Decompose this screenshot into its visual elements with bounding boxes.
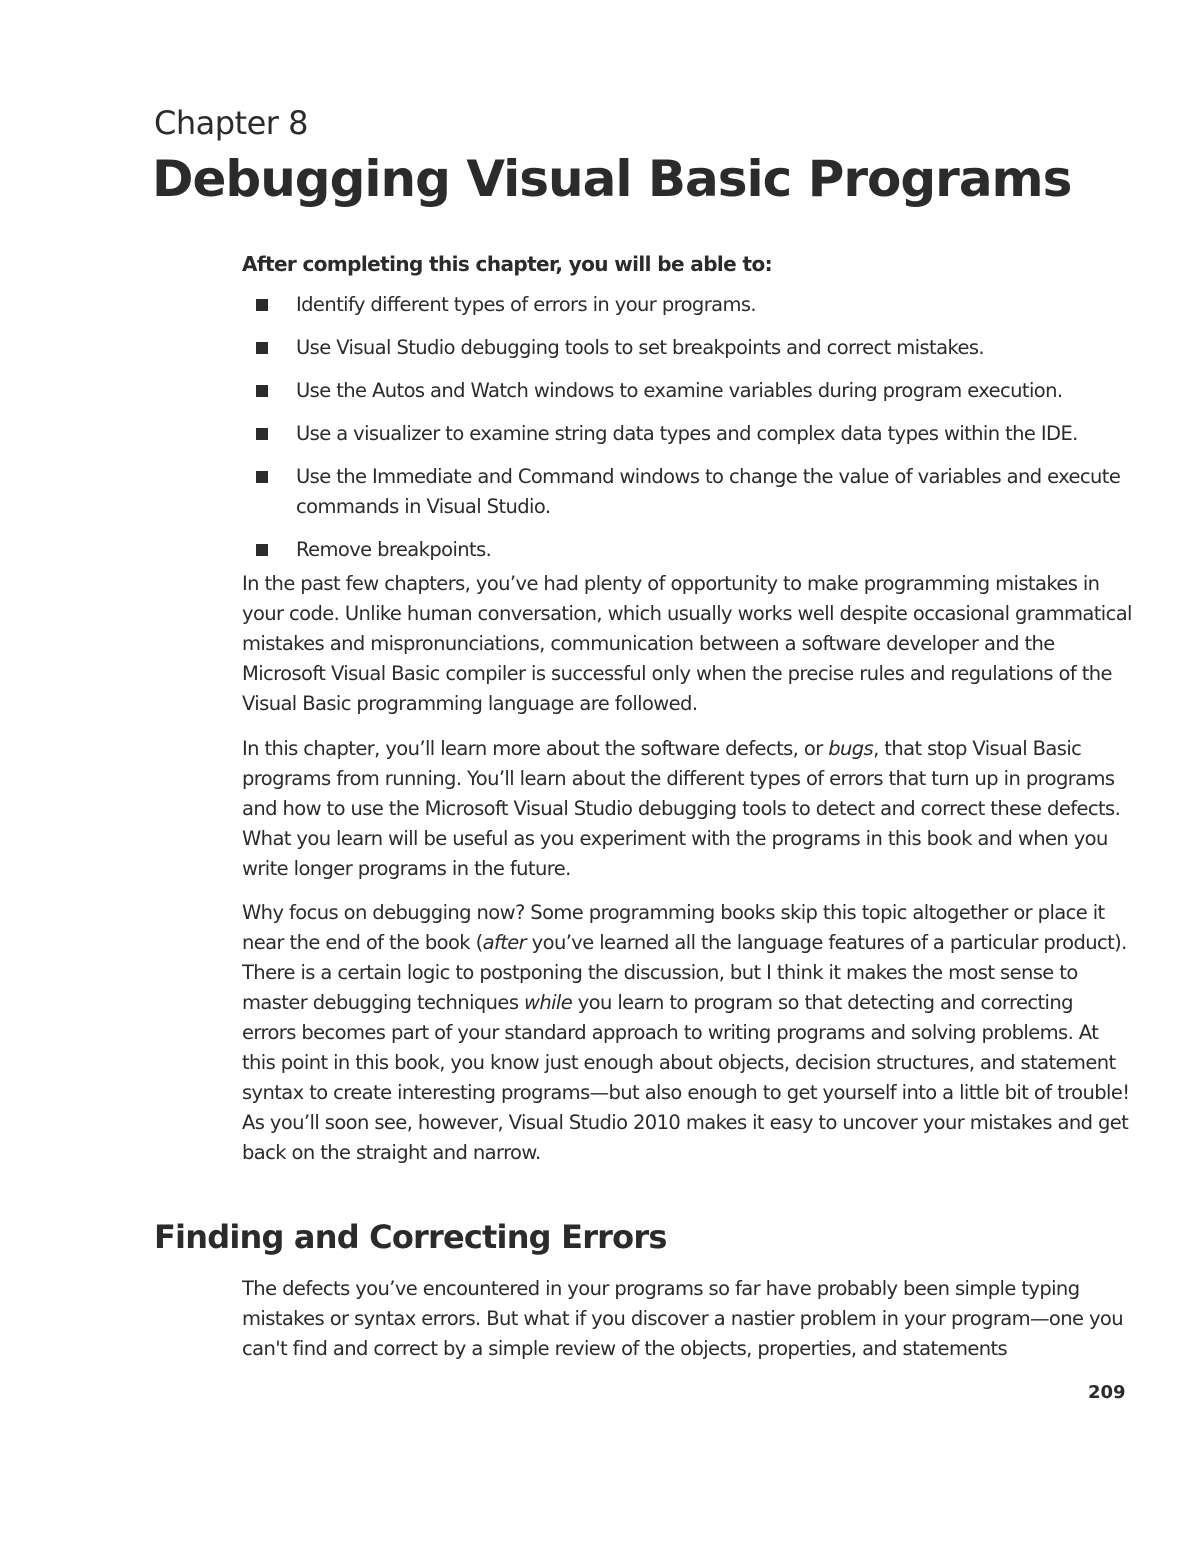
- objective-text: Use the Autos and Watch windows to examine variables during program execution.: [296, 379, 1063, 402]
- intro-paragraph-1: In the past few chapters, you’ve had plenty of opportunity to make programming mistakes in your code. Unlike human conversation, which usually works well despite occasional grammatical mistakes and mispronunciations, communication between a software developer and the Microsoft Visual Basic compiler is successful only when the precise rules and regulations of the Visual Basic programming language are followed.: [242, 572, 1132, 715]
- paragraph-text: you learn to program so that detecting and correcting errors becomes part of your standard approach to writing programs and solving problems. At this point in this book, you know just enough about objects, decision structures, and statement syntax to create interesting programs—but also enough to get yourself into a little bit of trouble! As you’ll soon see, however, Visual Studio 2010 makes it easy to uncover your mistakes and get back on the straight and narrow.: [242, 991, 1130, 1164]
- objective-text: Identify different types of errors in your programs.: [296, 293, 757, 316]
- list-item: [254, 290, 1134, 320]
- objective-text: Use a visualizer to examine string data types and complex data types within the IDE.: [296, 422, 1078, 445]
- list-item: [254, 462, 1134, 522]
- square-bullet-icon: [256, 342, 268, 354]
- objective-text: Use the Immediate and Command windows to change the value of variables and execute commands in Visual Studio.: [296, 465, 1121, 518]
- paragraph-text: Why focus on debugging now? Some programming books skip this topic altogether or place it near the end of the book (: [242, 901, 1105, 954]
- square-bullet-icon: [256, 428, 268, 440]
- square-bullet-icon: [256, 299, 268, 311]
- list-item: [254, 333, 1134, 363]
- paragraph-text: , that stop Visual Basic programs from running. You’ll learn about the different types of errors that turn up in programs and how to use the Microsoft Visual Studio debugging tools to detect and correct these defects. What you learn will be useful as you experiment with the programs in this book and when you write longer programs in the future.: [242, 737, 1121, 880]
- section-paragraph-1: The defects you’ve encountered in your programs so far have probably been simple typing mistakes or syntax errors. But what if you discover a nastier problem in your program—one you can't find and correct by a simple review of the objects, properties, and statements: [242, 1277, 1124, 1360]
- list-item: [254, 376, 1134, 406]
- objectives-intro: After completing this chapter, you will be able to:: [242, 252, 772, 276]
- page-number: 209: [1088, 1382, 1126, 1403]
- intro-paragraph-2: [242, 734, 1132, 884]
- emphasis-text: after: [482, 931, 527, 954]
- objective-text: Remove breakpoints.: [296, 538, 492, 561]
- chapter-label: Chapter 8: [154, 104, 308, 142]
- intro-paragraph-3: [242, 898, 1132, 1168]
- square-bullet-icon: [256, 544, 268, 556]
- objectives-list: [254, 290, 1134, 578]
- paragraph-text: you’ve learned all the language features of a particular product). There is a certain logic to postponing the discussion, but I think it makes the most sense to master debugging techniques: [242, 931, 1127, 1014]
- emphasis-text: bugs: [828, 737, 874, 760]
- section-heading: Finding and Correcting Errors: [154, 1218, 667, 1256]
- square-bullet-icon: [256, 471, 268, 483]
- square-bullet-icon: [256, 385, 268, 397]
- chapter-title: Debugging Visual Basic Programs: [152, 150, 1072, 208]
- list-item: [254, 419, 1134, 449]
- paragraph-text: In this chapter, you’ll learn more about the software defects, or: [242, 737, 829, 760]
- list-item: [254, 535, 1134, 565]
- objective-text: Use Visual Studio debugging tools to set breakpoints and correct mistakes.: [296, 336, 985, 359]
- emphasis-text: while: [523, 991, 573, 1014]
